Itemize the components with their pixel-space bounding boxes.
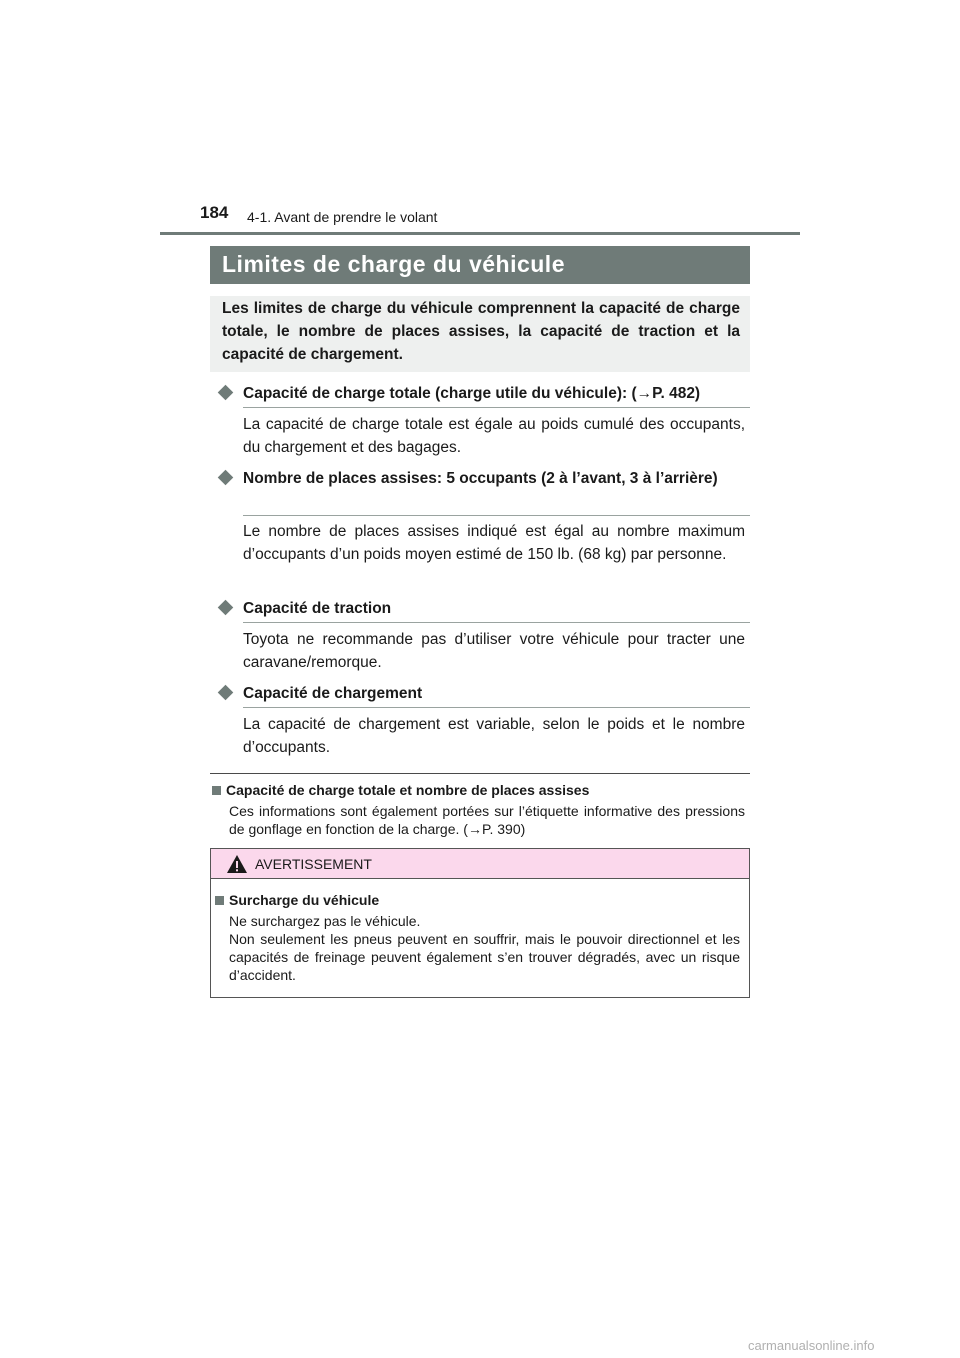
- section-title: Limites de charge du véhicule: [210, 246, 750, 284]
- note-heading-text: Capacité de charge totale et nombre de places assises: [226, 782, 590, 798]
- square-bullet-icon: [215, 896, 224, 905]
- item-heading-text: Nombre de places assises: 5 occupants (2 à l’avant, 3 à l’arrière): [243, 470, 718, 487]
- header-rule: [160, 232, 800, 235]
- note-body: Ces informations sont également portées sur l’étiquette informative des pressions de gonflage en fonction de la charge. (→P. 390): [229, 803, 745, 837]
- diamond-icon: [218, 600, 234, 616]
- item-heading: [218, 382, 750, 406]
- item-heading: [218, 597, 750, 621]
- warning-line: Ne surchargez pas le véhicule.: [229, 913, 421, 929]
- diamond-icon: [218, 470, 234, 486]
- intro-box: Les limites de charge du véhicule comprennent la capacité de charge totale, le nombre de places assises, la capacité de traction et la capacité de chargement.: [210, 296, 750, 372]
- warning-line: Non seulement les pneus peuvent en souffrir, mais le pouvoir directionnel et les capacités de freinage peuvent également s’en trouver dégradés, avec un risque d’accident.: [229, 931, 740, 983]
- note-heading: [212, 782, 589, 798]
- warning-body: [229, 912, 740, 984]
- warning-box: [210, 848, 750, 998]
- item-heading: [218, 467, 750, 513]
- warning-heading: [215, 892, 379, 908]
- diamond-icon: [218, 385, 234, 401]
- item-text: Toyota ne recommande pas d’utiliser votre véhicule pour tracter une caravane/remorque.: [243, 631, 745, 671]
- diamond-icon: [218, 685, 234, 701]
- watermark: carmanualsonline.info: [748, 1338, 875, 1353]
- item-rule: [243, 707, 750, 708]
- item-rule: [243, 622, 750, 623]
- item-text: La capacité de charge totale est égale au poids cumulé des occupants, du chargement et des bagages.: [243, 416, 745, 456]
- item-heading-text: Capacité de charge totale (charge utile du véhicule): (→P. 482): [243, 385, 701, 402]
- item-text: La capacité de chargement est variable, selon le poids et le nombre d’occupants.: [243, 716, 745, 756]
- item-heading-text: Capacité de traction: [243, 600, 392, 617]
- section-divider: [210, 773, 750, 774]
- item-heading: [218, 682, 750, 706]
- item-heading-text: Capacité de chargement: [243, 685, 423, 702]
- running-header: 4-1. Avant de prendre le volant: [247, 209, 438, 225]
- page-number: 184: [200, 203, 229, 222]
- warning-triangle-icon: [226, 854, 248, 874]
- warning-label: AVERTISSEMENT: [255, 856, 372, 872]
- item-rule: [243, 515, 750, 516]
- item-text: Le nombre de places assises indiqué est égal au nombre maximum d’occupants d’un poids moyen estimé de 150 lb. (68 kg) par personne.: [243, 523, 745, 563]
- warning-header: [211, 849, 749, 879]
- item-rule: [243, 407, 750, 408]
- square-bullet-icon: [212, 786, 221, 795]
- warning-heading-text: Surcharge du véhicule: [229, 892, 380, 908]
